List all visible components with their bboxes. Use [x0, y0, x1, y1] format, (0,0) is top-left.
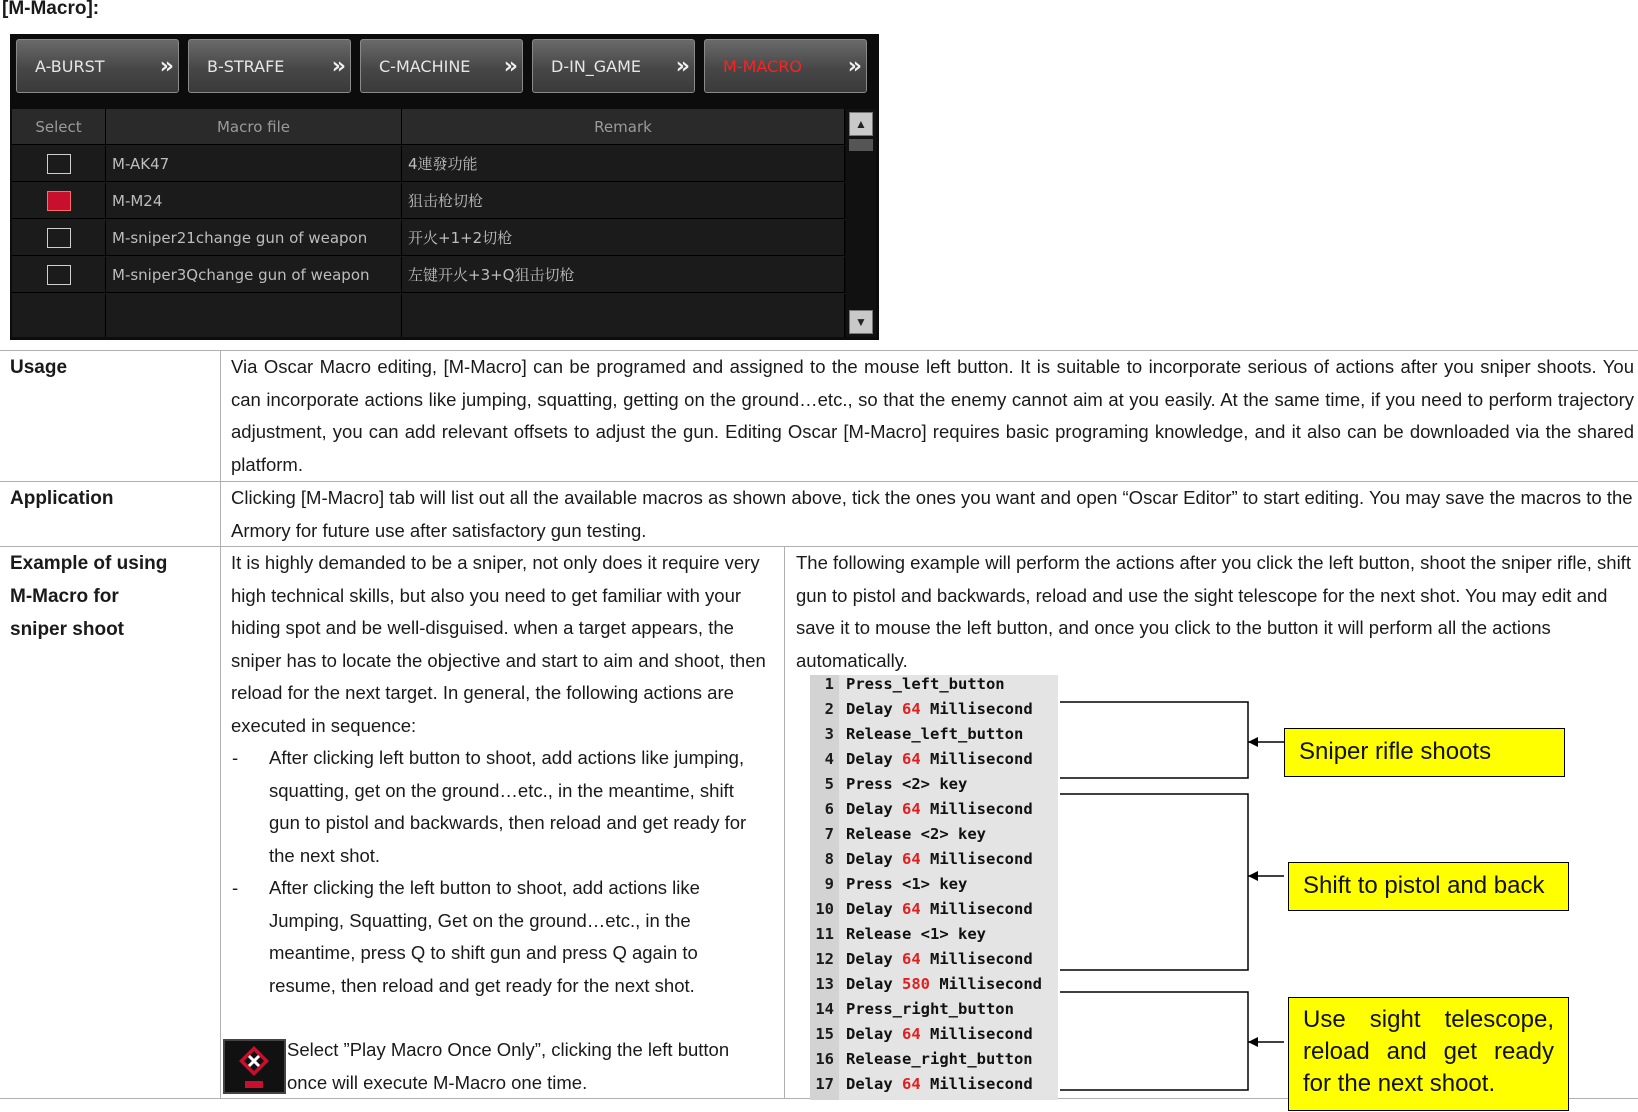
- select-checkbox[interactable]: [47, 228, 71, 248]
- code-delay-value: 64: [902, 700, 921, 718]
- bullet-dash: -: [232, 747, 239, 768]
- code-delay-value: 580: [902, 975, 930, 993]
- line-text: [846, 725, 1023, 743]
- chevron-right-icon: »: [503, 54, 512, 79]
- code-line: [810, 675, 1058, 700]
- code-line: [810, 1075, 1058, 1100]
- code-token: Delay: [846, 700, 902, 718]
- line-text: [846, 875, 967, 893]
- application-label: Application: [10, 488, 114, 509]
- section-heading: [M-Macro]:: [2, 0, 100, 19]
- usage-label: Usage: [10, 357, 68, 378]
- line-text: [846, 1025, 1033, 1043]
- bullet-text: After clicking the left button to shoot, add actions like Jumping, Squatting, Get on the ground…etc., in the meantime, press Q to shift gun and press Q again to resume, then reload and get ready for the next shot.: [269, 877, 700, 996]
- tab-label: A-BURST: [35, 56, 105, 76]
- code-line: [810, 750, 1058, 775]
- remark-cell: 开火+1+2切枪: [402, 220, 845, 255]
- line-text: [846, 850, 1033, 868]
- tab-label: D-IN_GAME: [551, 56, 642, 76]
- chevron-right-icon: »: [675, 54, 684, 79]
- line-number: 9: [824, 875, 834, 893]
- scroll-thumb[interactable]: [849, 139, 873, 151]
- line-text: [846, 1000, 1014, 1018]
- callout-sight-telescope: Use sight telescope, reload and get ready for the next shoot.: [1288, 997, 1569, 1111]
- line-number: 16: [815, 1050, 834, 1068]
- play-once-text: Select ”Play Macro Once Only”, clicking the left button once will execute M-Macro one time.: [287, 1039, 730, 1093]
- code-delay-value: 64: [902, 850, 921, 868]
- code-token: Press <2> key: [846, 775, 968, 793]
- table-row[interactable]: [12, 257, 845, 293]
- tab-d-in-game[interactable]: [532, 39, 695, 93]
- scroll-down-icon[interactable]: ▼: [849, 310, 873, 334]
- arrow-left-icon: [1248, 1037, 1258, 1047]
- code-line: [810, 1050, 1058, 1075]
- code-token: Delay: [846, 750, 902, 768]
- code-delay-value: 64: [902, 1075, 921, 1093]
- code-delay-value: 64: [902, 900, 921, 918]
- bracket-sniper: [1060, 702, 1248, 778]
- bullet-dash: -: [232, 877, 239, 898]
- line-text: [846, 925, 986, 943]
- line-number: 2: [824, 700, 834, 718]
- code-line: [810, 925, 1058, 950]
- line-text: [846, 900, 1033, 918]
- code-token: Delay: [846, 850, 902, 868]
- example-label-line-1: Example of using: [10, 553, 168, 574]
- example-label-line-3: sniper shoot: [10, 619, 125, 640]
- line-text: [846, 1075, 1033, 1093]
- macro-file-cell: M-sniper21change gun of weapon: [106, 220, 402, 255]
- column-divider: [220, 350, 221, 1098]
- code-token: Delay: [846, 1075, 902, 1093]
- tab-label: C-MACHINE: [379, 56, 471, 76]
- line-number: 5: [824, 775, 834, 793]
- code-line: [810, 1025, 1058, 1050]
- macro-file-cell: M-sniper3Qchange gun of weapon: [106, 257, 402, 292]
- callout-sniper-rifle-shoots: Sniper rifle shoots: [1284, 728, 1565, 777]
- code-token: Millisecond: [920, 800, 1033, 818]
- code-line: [810, 700, 1058, 725]
- code-token: Press_right_button: [846, 1000, 1014, 1018]
- code-line: [810, 775, 1058, 800]
- macro-list: [12, 109, 845, 337]
- code-line: [810, 825, 1058, 850]
- tab-c-machine[interactable]: [360, 39, 523, 93]
- line-text: [846, 975, 1042, 993]
- line-number: 8: [824, 850, 834, 868]
- play-once-icon-graphic: [225, 1041, 284, 1092]
- play-once-icon: [223, 1039, 286, 1094]
- code-delay-value: 64: [902, 750, 921, 768]
- code-delay-value: 64: [902, 800, 921, 818]
- example-intro-text: It is highly demanded to be a sniper, not only does it require very high technical skills, but also you need to get familiar with your hiding spot and be well-disguised. when a target appears, the sniper has to locate the objective and start to aim and shoot, then reload for the next target. In general, the following actions are executed in sequence:: [231, 552, 766, 736]
- code-token: Millisecond: [930, 975, 1042, 993]
- example-label-line-2: M-Macro for: [10, 586, 119, 607]
- select-checkbox-checked[interactable]: [47, 191, 71, 211]
- bullet-text: After clicking left button to shoot, add actions like jumping, squatting, get on the ground…etc., in the meantime, shift gun to pistol and backwards, then reload and get ready for the next shot.: [269, 747, 747, 866]
- macro-file-cell: M-AK47: [106, 146, 402, 181]
- code-token: Millisecond: [920, 700, 1033, 718]
- scrollbar[interactable]: [846, 109, 876, 337]
- table-row[interactable]: [12, 183, 845, 219]
- code-token: Release_left_button: [846, 725, 1024, 743]
- remark-cell: 左键开火+3+Q狙击切枪: [402, 257, 845, 292]
- line-number: 6: [824, 800, 834, 818]
- code-line: [810, 900, 1058, 925]
- line-number: 4: [824, 750, 834, 768]
- macro-code-listing: [810, 675, 1058, 1100]
- line-number: 14: [815, 1000, 834, 1018]
- chevron-right-icon: »: [159, 54, 168, 79]
- code-line: [810, 975, 1058, 1000]
- line-number: 1: [824, 675, 834, 693]
- line-text: [846, 950, 1033, 968]
- line-number: 7: [824, 825, 834, 843]
- code-delay-value: 64: [902, 950, 921, 968]
- table-row-empty: [12, 294, 845, 337]
- code-token: Millisecond: [920, 750, 1033, 768]
- line-text: [846, 800, 1033, 818]
- line-number: 11: [815, 925, 834, 943]
- bracket-pistol: [1060, 794, 1248, 970]
- table-row[interactable]: [12, 220, 845, 256]
- line-text: [846, 750, 1033, 768]
- tab-label: B-STRAFE: [207, 56, 285, 76]
- chevron-right-icon: »: [331, 54, 340, 79]
- chevron-right-icon: »: [847, 54, 856, 79]
- column-divider: [784, 546, 785, 1098]
- bracket-telescope: [1060, 992, 1248, 1090]
- line-text: [846, 700, 1033, 718]
- callout-shift-to-pistol: Shift to pistol and back: [1288, 862, 1569, 911]
- line-number: 10: [815, 900, 834, 918]
- remark-cell: 狙击枪切枪: [402, 183, 845, 218]
- code-token: Delay: [846, 975, 902, 993]
- tab-label: M-MACRO: [723, 56, 802, 76]
- macro-manager-screenshot: [10, 34, 879, 340]
- line-text: [846, 675, 1005, 693]
- code-token: Delay: [846, 900, 902, 918]
- code-token: Release <2> key: [846, 825, 986, 843]
- code-token: Press <1> key: [846, 875, 968, 893]
- column-header-macro-file: Macro file: [106, 109, 402, 144]
- macro-list-header: [12, 109, 845, 145]
- code-token: Delay: [846, 800, 902, 818]
- select-checkbox[interactable]: [47, 265, 71, 285]
- tab-bar: [16, 39, 876, 93]
- code-token: Millisecond: [920, 1075, 1033, 1093]
- line-number: 13: [815, 975, 834, 993]
- tab-a-burst[interactable]: [16, 39, 179, 93]
- line-text: [846, 775, 967, 793]
- code-token: Delay: [846, 950, 902, 968]
- bullet-item-1: [232, 742, 769, 872]
- code-line: [810, 950, 1058, 975]
- line-text: [846, 1050, 1033, 1068]
- arrow-left-icon: [1248, 871, 1258, 881]
- application-text: Clicking [M-Macro] tab will list out all the available macros as shown above, tick the ones you want and open “Oscar Editor” to start editing. You may save the macros to the Armory for future use after satisfactory gun testing.: [231, 487, 1633, 541]
- tab-m-macro[interactable]: [704, 39, 867, 93]
- scroll-up-icon[interactable]: ▲: [849, 112, 873, 136]
- line-text: [846, 825, 986, 843]
- line-number: 15: [815, 1025, 834, 1043]
- code-token: Millisecond: [920, 950, 1033, 968]
- code-token: Release_right_button: [846, 1050, 1033, 1068]
- bracket-connectors: [1058, 690, 1288, 1098]
- line-number: 17: [815, 1075, 834, 1093]
- bullet-item-2: [232, 872, 769, 1002]
- code-line: [810, 1000, 1058, 1025]
- tab-b-strafe[interactable]: [188, 39, 351, 93]
- line-number: 12: [815, 950, 834, 968]
- code-token: Release <1> key: [846, 925, 986, 943]
- table-row[interactable]: [12, 146, 845, 182]
- arrow-left-icon: [1248, 737, 1258, 747]
- column-header-select: Select: [12, 109, 106, 144]
- code-line: [810, 875, 1058, 900]
- code-line: [810, 850, 1058, 875]
- code-token: Millisecond: [920, 900, 1033, 918]
- select-checkbox[interactable]: [47, 154, 71, 174]
- code-line: [810, 800, 1058, 825]
- remark-cell: 4連發功能: [402, 146, 845, 181]
- line-number: 3: [824, 725, 834, 743]
- usage-text: Via Oscar Macro editing, [M-Macro] can be programed and assigned to the mouse left button. It is suitable to incorporate serious of actions after you sniper shoots. You can incorporate actions like jumping, squatting, getting on the ground…etc., so that the enemy cannot aim at you easily. At the same time, if you need to perform trajectory adjustment, you can add relevant offsets to adjust the gun. Editing Oscar [M-Macro] requires basic programing knowledge, and it also can be downloaded via the shared platform.: [231, 356, 1634, 475]
- column-header-remark: Remark: [402, 109, 845, 144]
- code-line: [810, 725, 1058, 750]
- code-token: Press_left_button: [846, 675, 1005, 693]
- code-delay-value: 64: [902, 1025, 921, 1043]
- code-token: Delay: [846, 1025, 902, 1043]
- code-token: Millisecond: [920, 850, 1033, 868]
- macro-file-cell: M-M24: [106, 183, 402, 218]
- example-description-text: The following example will perform the actions after you click the left button, shoot the sniper rifle, shift gun to pistol and backwards, reload and use the sight telescope for the next shot. You may edit and save it to mouse the left button, and once you click to the button it will perform all the actions automatically.: [796, 552, 1631, 671]
- code-token: Millisecond: [920, 1025, 1033, 1043]
